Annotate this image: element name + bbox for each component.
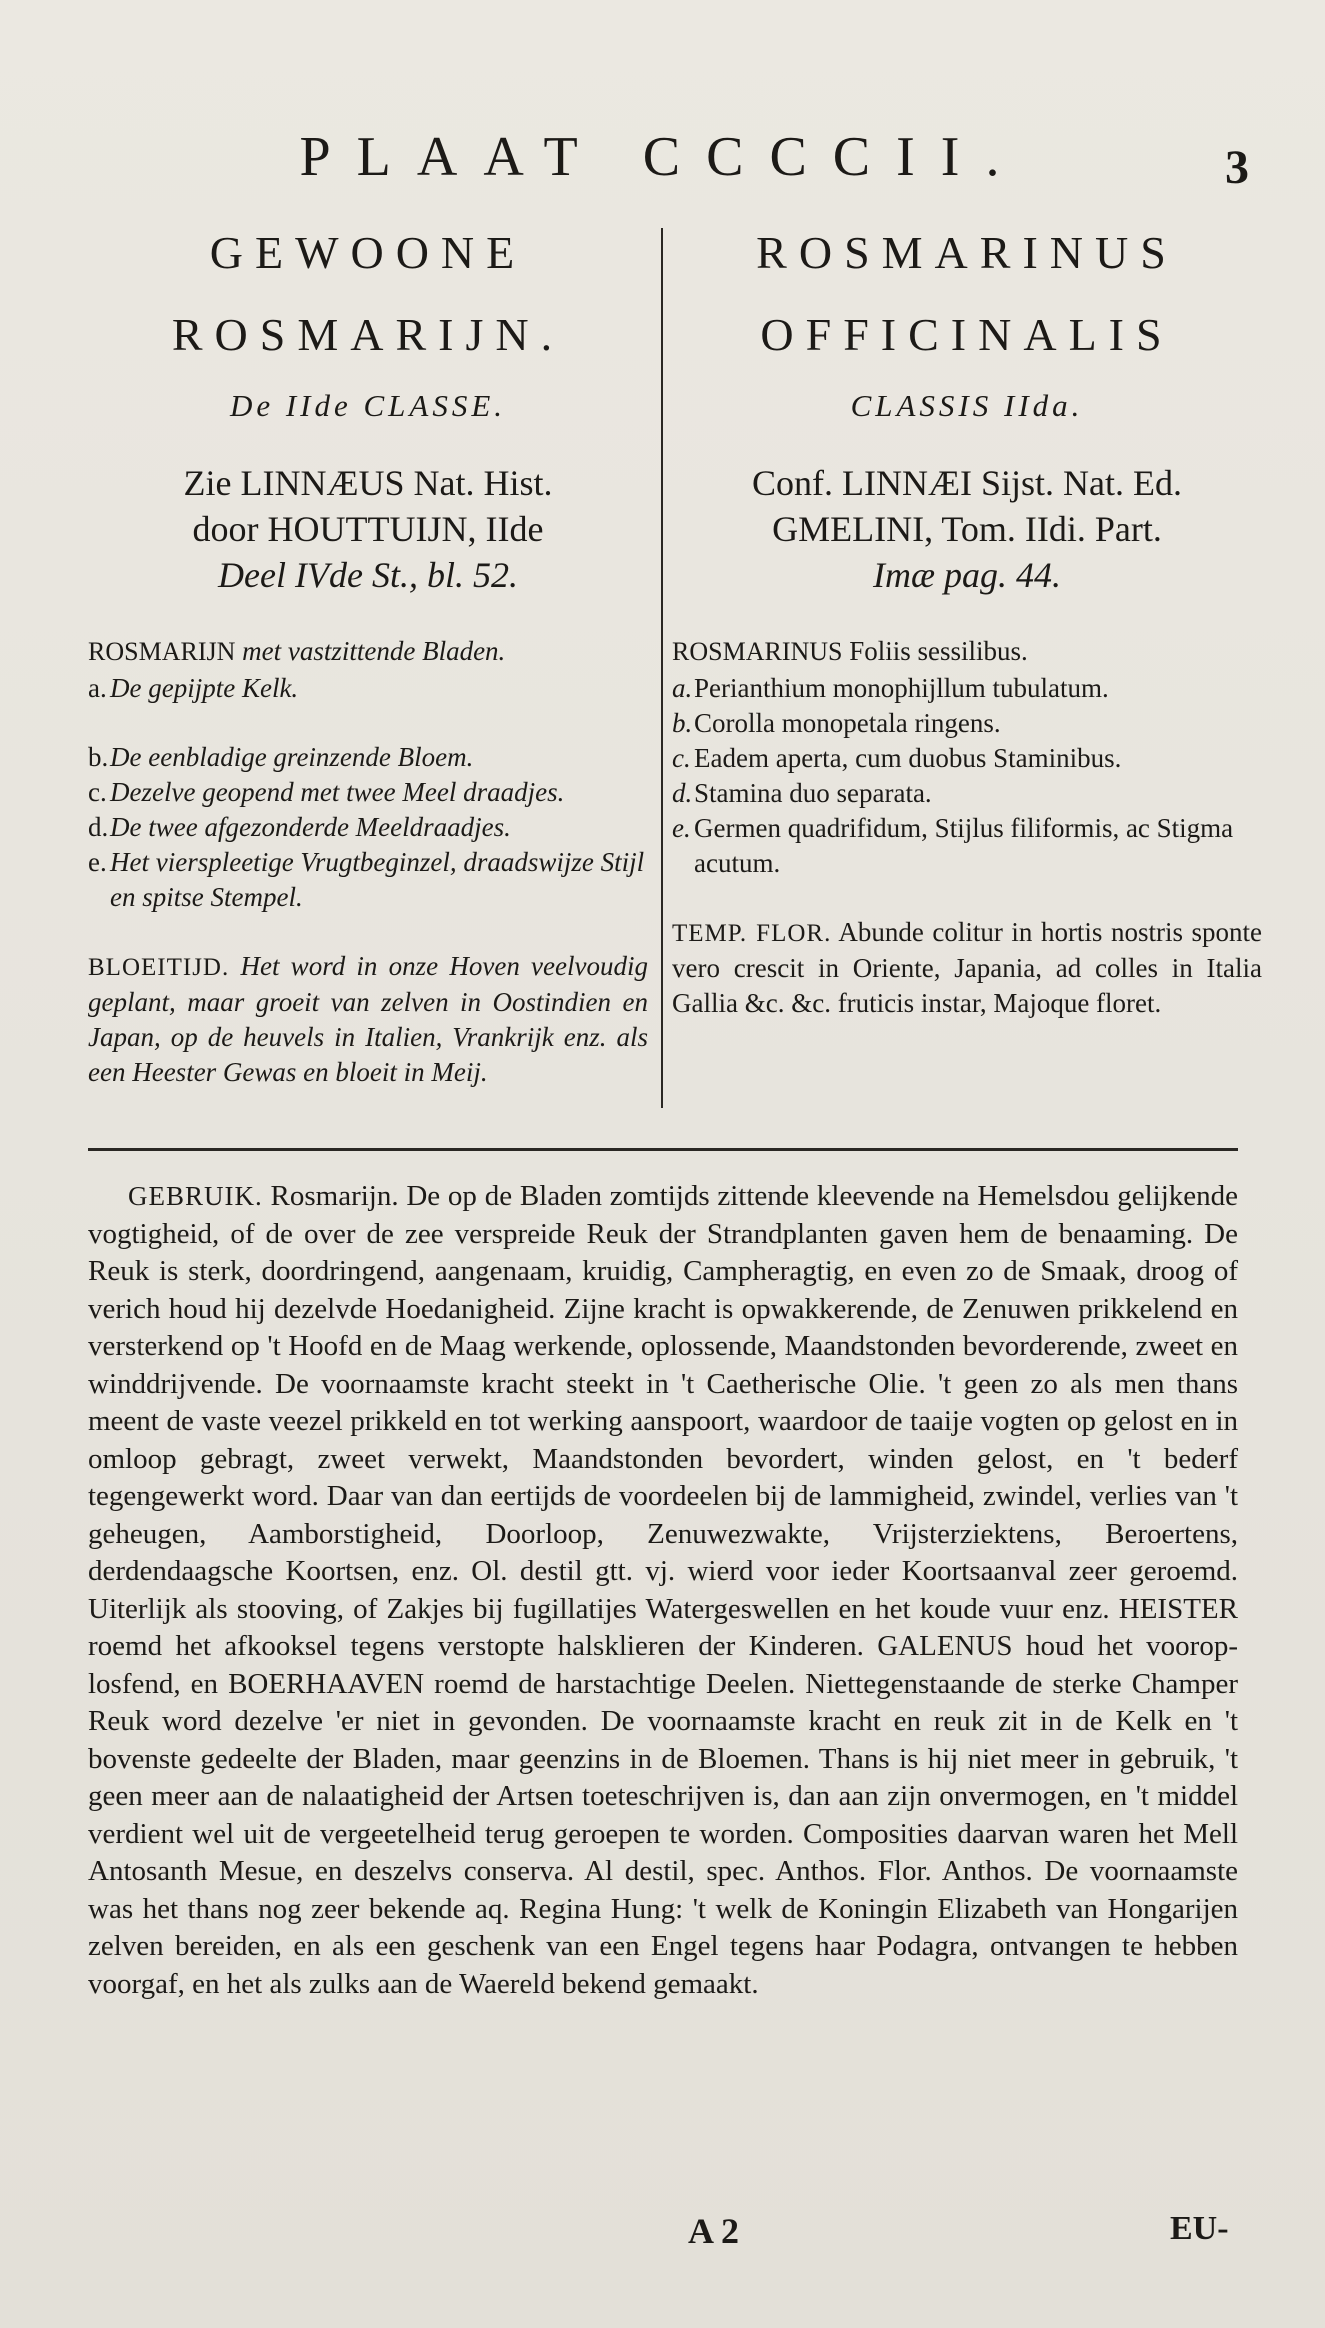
dutch-flowering-time [88, 949, 648, 1090]
legend-key: c. [88, 777, 107, 807]
latin-reference [672, 460, 1262, 598]
latin-bloei-text: Abunde colitur in hortis nostris sponte vero crescit in Oriente, Japania, ad colles in Italia Gallia &c. &c. fruticis instar, Majoque floret. [672, 917, 1263, 1018]
latin-legend-item [672, 706, 1262, 741]
usage-paragraph [88, 1178, 1238, 2003]
latin-legend-item [672, 671, 1262, 706]
dutch-ref-line-1: Zie LINNÆUS Nat. Hist. [183, 463, 553, 503]
catchword: EU- [1170, 2210, 1229, 2247]
latin-classis: CLASSIS IIda. [850, 388, 1084, 423]
dutch-lead-rest: met vastzittende Bladen. [242, 636, 506, 666]
legend-key: a. [672, 673, 693, 703]
dutch-legend-item [88, 810, 648, 845]
latin-lead-rest: Foliis sessilibus. [849, 636, 1028, 666]
latin-heading-line-1: ROSMARINUS [756, 227, 1178, 278]
dutch-heading-line-2: ROSMARIJN. [171, 309, 565, 360]
dutch-lead-name: ROSMARIJN [88, 637, 236, 666]
legend-key: b. [88, 742, 109, 772]
page-number: 3 [1225, 141, 1249, 194]
latin-column [672, 212, 1262, 1021]
latin-figure-legend [672, 634, 1262, 881]
legend-key: d. [88, 812, 109, 842]
latin-legend-item [672, 811, 1262, 881]
dutch-heading-line-1: GEWOONE [209, 227, 527, 278]
dutch-ref-line-3: Deel IVde St., bl. 52. [218, 555, 518, 595]
latin-ref-line-1: Conf. LINNÆI Sijst. Nat. Ed. [752, 463, 1182, 503]
legend-text: Dezelve geopend met twee Meel draadjes. [110, 777, 565, 807]
dutch-legend-item [88, 845, 648, 915]
dutch-ref-line-2: door HOUTTUIJN, IIde [192, 509, 544, 549]
latin-legend-lead [672, 634, 1262, 669]
plate-title: PLAAT CCCCII. [299, 126, 1026, 188]
legend-text: De eenbladige greinzende Bloem. [110, 742, 474, 772]
legend-text: De twee afgezonderde Meeldraadjes. [110, 812, 511, 842]
horizontal-rule [88, 1148, 1238, 1151]
latin-flowering-time [672, 915, 1262, 1021]
latin-legend-item [672, 741, 1262, 776]
signature-mark: A 2 [688, 2211, 740, 2251]
legend-text: Stamina duo separata. [694, 778, 932, 808]
latin-ref-line-3: Imæ pag. 44. [873, 555, 1061, 595]
legend-text: Het vierspleetige Vrugtbeginzel, draadswijze Stijl en spitse Stempel. [110, 847, 645, 912]
latin-lead-name: ROSMARINUS [672, 637, 843, 666]
usage-text: Rosmarijn. De op de Bladen zomtijds zittende kleevende na Hemelsdou gelijkende vogtigheid, of de over de zee verspreide Reuk der Strandplanten gaven hem de benaaming. De Reuk is sterk, doordringend, aangenaam, kruidig, Campheragtig, en even zo de Smaak, droog of verich houd hij dezelvde Hoedanigheid. Zijne kracht is opwakkerende, de Zenuwen prikkelend en versterkend op 't Hoofd en de Maag werkende, oplossende, Maandstonden bevorderende, zweet en winddrijvende. De voornaamste kracht steekt in 't Caetherische Olie. 't geen zo als men thans meent de vaste veezel prikkeld en tot werking aanspoort, waardoor de taaije vogten op gelost en in omloop gebragt, zweet verwekt, Maandstonden bevordert, winden gelost, en 't bederf tegengewerkt word. Daar van dan eertijds de voordeelen bij de lammigheid, zwindel, verlies van 't geheugen, Aamborstigheid, Doorloop, Zenuwezwakte, Vrijsterziektens, Beroertens, derdendaagsche Koortsen, enz. Ol. destil gtt. vj. wierd voor ieder Koortsaanval zeer geroemd. Uiterlijk als stooving, of Zakjes bij fugillatijes Watergeswellen en het koude vuur enz. HEISTER roemd het afkooksel tegens verstopte halsklieren der Kinderen. GALENUS houd het voorop-losfend, en BOERHAAVEN roemd de harstachtige Deelen. Niettegenstaande de sterke Champer Reuk word dezelve 'er niet in gevonden. De voornaamste kracht en reuk zit in de Kelk en 't bovenste gedeelte der Bladen, maar geenzins in de Bloemen. Thans is hij niet meer in gebruik, 't geen meer aan de nalaatigheid der Artsen toeteschrijven is, dan aan zijn onvermogen, en 't middel verdient wel uit de vergeetelheid terug geroepen te worden. Composities daarvan waren het Mell Antosanth Mesue, en deszelvs conserva. Al destil, spec. Anthos. Flor. Anthos. De voornaamste was het thans nog zeer bekende aq. Regina Hung: 't welk de Koningin Elizabeth van Hongarijen zelven bereiden, en als een geschenk van een Engel tegens haar Podagra, ontvangen te hebben voorgaf, en het als zulks aan de Waereld bekend gemaakt. [88, 1180, 1238, 2000]
usage-label: GEBRUIK. [128, 1181, 263, 1211]
legend-text: Germen quadrifidum, Stijlus filiformis, ac Stigma acutum. [694, 813, 1234, 878]
latin-ref-line-2: GMELINI, Tom. IIdi. Part. [772, 509, 1162, 549]
dutch-legend-item [88, 775, 648, 810]
legend-key: e. [672, 813, 691, 843]
column-divider [661, 228, 663, 1108]
legend-text: De gepijpte Kelk. [110, 673, 299, 703]
dutch-column [88, 212, 648, 1090]
dutch-classe: De IIde CLASSE. [229, 388, 507, 423]
dutch-reference [88, 460, 648, 598]
dutch-legend-lead [88, 634, 648, 669]
legend-text: Corolla monopetala ringens. [694, 708, 1001, 738]
legend-key: e. [88, 847, 107, 877]
legend-key: a. [88, 673, 107, 703]
dutch-bloei-label: BLOEITIJD. [88, 954, 230, 981]
latin-bloei-label: TEMP. FLOR. [672, 920, 832, 947]
dutch-figure-legend [88, 634, 648, 915]
legend-text: Perianthium monophijllum tubulatum. [694, 673, 1109, 703]
legend-text: Eadem aperta, cum duobus Staminibus. [694, 743, 1122, 773]
dutch-legend-item [88, 671, 648, 706]
legend-key: b. [672, 708, 693, 738]
legend-key: d. [672, 778, 693, 808]
dutch-legend-item [88, 740, 648, 775]
legend-key: c. [672, 743, 691, 773]
latin-legend-item [672, 776, 1262, 811]
dutch-bloei-text: Het word in onze Hoven veelvoudig geplant, maar groeit van zelven in Oostindien en Japan, op de heuvels in Italien, Vrankrijk enz. als een Heester Gewas en bloeit in Meij. [88, 951, 648, 1087]
latin-heading-line-2: OFFICINALIS [760, 309, 1174, 360]
